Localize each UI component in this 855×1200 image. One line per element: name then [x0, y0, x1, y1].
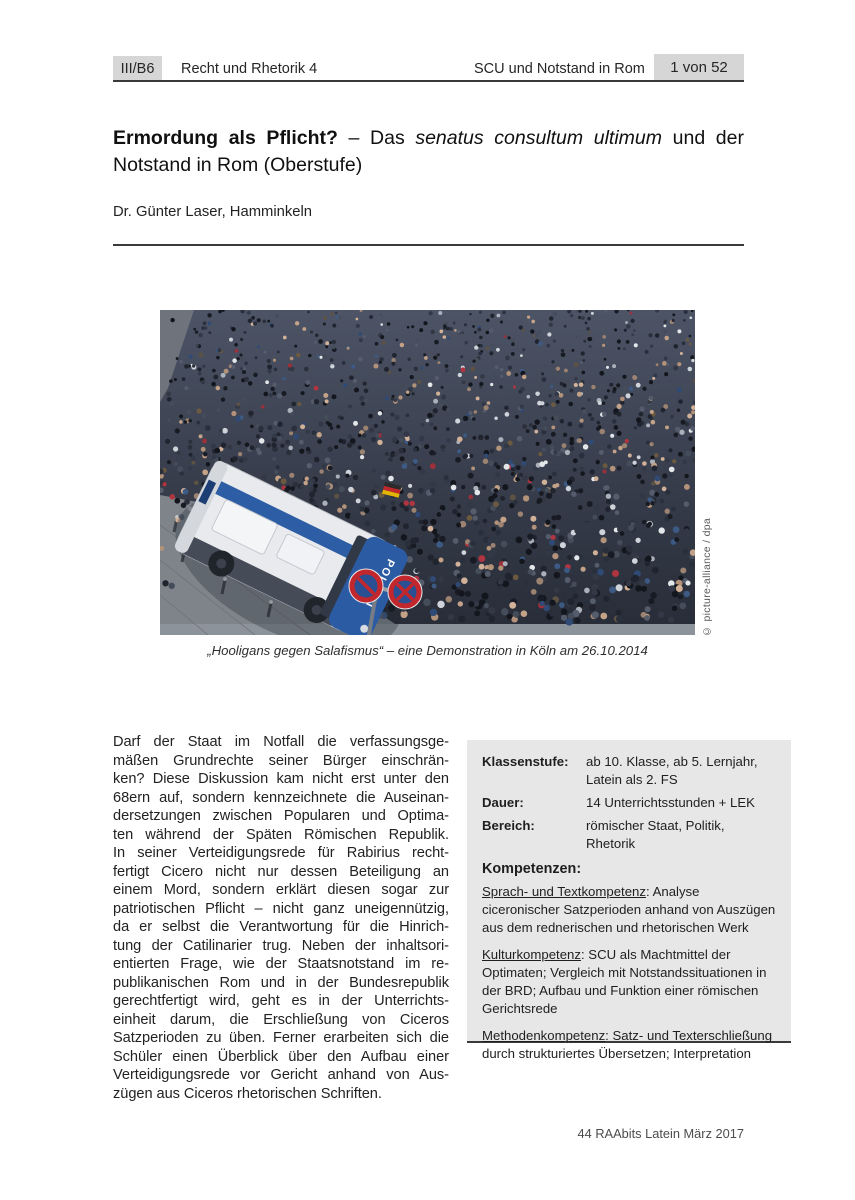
text-line: Darf der Staat im Notfall die verfassungsge-	[113, 734, 449, 750]
text-line: mäßen Grundrechte seiner Bürger einschrän-	[113, 752, 449, 769]
info-value: 14 Unterrichtsstunden + LEK	[586, 795, 755, 810]
footer-note: 44 RAAbits Latein März 2017	[577, 1126, 744, 1141]
text-line: zügen aus Ciceros rhetorischen Schriften.	[113, 1085, 382, 1102]
info-value: römischer Staat, Politik, Rhetorik	[586, 818, 725, 851]
info-row	[482, 753, 776, 789]
text-line: ken? Diese Diskussion kam nicht erst unter den	[113, 771, 449, 787]
info-value: ab 10. Klasse, ab 5. Lernjahr, Latein als 2. FS	[586, 754, 758, 787]
author-line: Dr. Günter Laser, Hamminkeln	[113, 204, 313, 220]
topic-label: SCU und Notstand in Rom	[474, 61, 645, 77]
text-line: ten während der Späten Römischen Republik.	[113, 826, 449, 843]
text-line: Verteidigungsrede vor Gericht anhand von Aus-	[113, 1067, 449, 1083]
title-rule	[113, 244, 744, 246]
text-line: da er selbst die Verantwortung für die Hinrich-	[113, 919, 449, 935]
page-indicator: 1 von 52	[654, 54, 744, 81]
text-line: einheit darum, die Erschließung von Ciceros	[113, 1011, 449, 1028]
title-line-2: Notstand in Rom (Oberstufe)	[113, 154, 363, 176]
text-line: gerechtfertigt wird, geht es in der Unterrichts-	[113, 993, 449, 1009]
info-label: Klassenstufe:	[482, 754, 569, 769]
info-label: Bereich:	[482, 818, 535, 833]
kompetenzen-heading: Kompetenzen:	[482, 861, 582, 877]
kompetenzen-list	[482, 883, 776, 1063]
text-line: dersetzungen zwischen Popularen und Optima-	[113, 808, 449, 824]
title-line-1	[113, 125, 744, 152]
title-segment: Ermordung als Pflicht?	[113, 127, 338, 149]
text-line: Satzperioden zu üben. Ferner erarbeiten sich die	[113, 1030, 449, 1046]
photo-caption: „Hooligans gegen Salafismus“ – eine Demonstration in Köln am 26.10.2014	[207, 643, 648, 658]
kompetenz-item: Methodenkompetenz: Satz- und Texterschließung durch strukturiertes Übersetzen; Interpretation	[482, 1028, 773, 1061]
info-box	[467, 740, 791, 1061]
title-segment: und der	[662, 127, 744, 149]
text-line: entierten Frage, wie der Staatsnotstand im re-	[113, 956, 449, 972]
info-label: Dauer:	[482, 795, 524, 810]
no-parking-sign-icon	[350, 570, 383, 603]
no-stopping-sign-icon	[389, 576, 422, 609]
info-row	[482, 794, 776, 812]
intro-paragraph	[113, 733, 449, 1103]
text-line: tung der Catilinarier trug. Neben der inhaltsori-	[113, 937, 449, 954]
issue-code-badge: III/B6	[113, 56, 162, 81]
title-segment: – Das	[337, 127, 416, 149]
text-line: einem Mord, sondern erklärt diesen sogar zur	[113, 882, 449, 898]
title-segment: senatus consultum ultimum	[415, 127, 663, 149]
text-line: In seiner Verteidigungsrede für Rabirius recht-	[113, 845, 449, 861]
text-line: publikanischen Rom und in der Bundesrepublik	[113, 974, 449, 991]
info-row	[482, 817, 776, 853]
kompetenz-item: Sprach- und Textkompetenz: Analyse ciceronischer Satzperioden anhand von Auszügen aus dem rednerischen und rhetorischen Werk	[482, 884, 776, 935]
kompetenz-item: Kulturkompetenz: SCU als Machtmittel der Optimaten; Vergleich mit Notstandssituationen in der BRD; Aufbau und Funktion einer römischen Gerichtsrede	[482, 947, 767, 1016]
photo-credit: © picture-alliance / dpa	[701, 517, 713, 637]
header-rule	[113, 80, 744, 82]
text-line: fertigt Cicero nicht nur dessen Beteiligung an	[113, 863, 449, 880]
text-line: Schüler einen Überblick über den Aufbau einer	[113, 1048, 449, 1065]
text-line: 68ern auf, sondern kennzeichnete die Auseinan-	[113, 789, 449, 806]
demonstration-photo	[160, 310, 695, 635]
article-title	[113, 125, 744, 179]
series-label: Recht und Rhetorik 4	[181, 61, 318, 77]
text-line: patriotischen Pflicht – nicht ganz uneigennützig,	[113, 900, 449, 917]
